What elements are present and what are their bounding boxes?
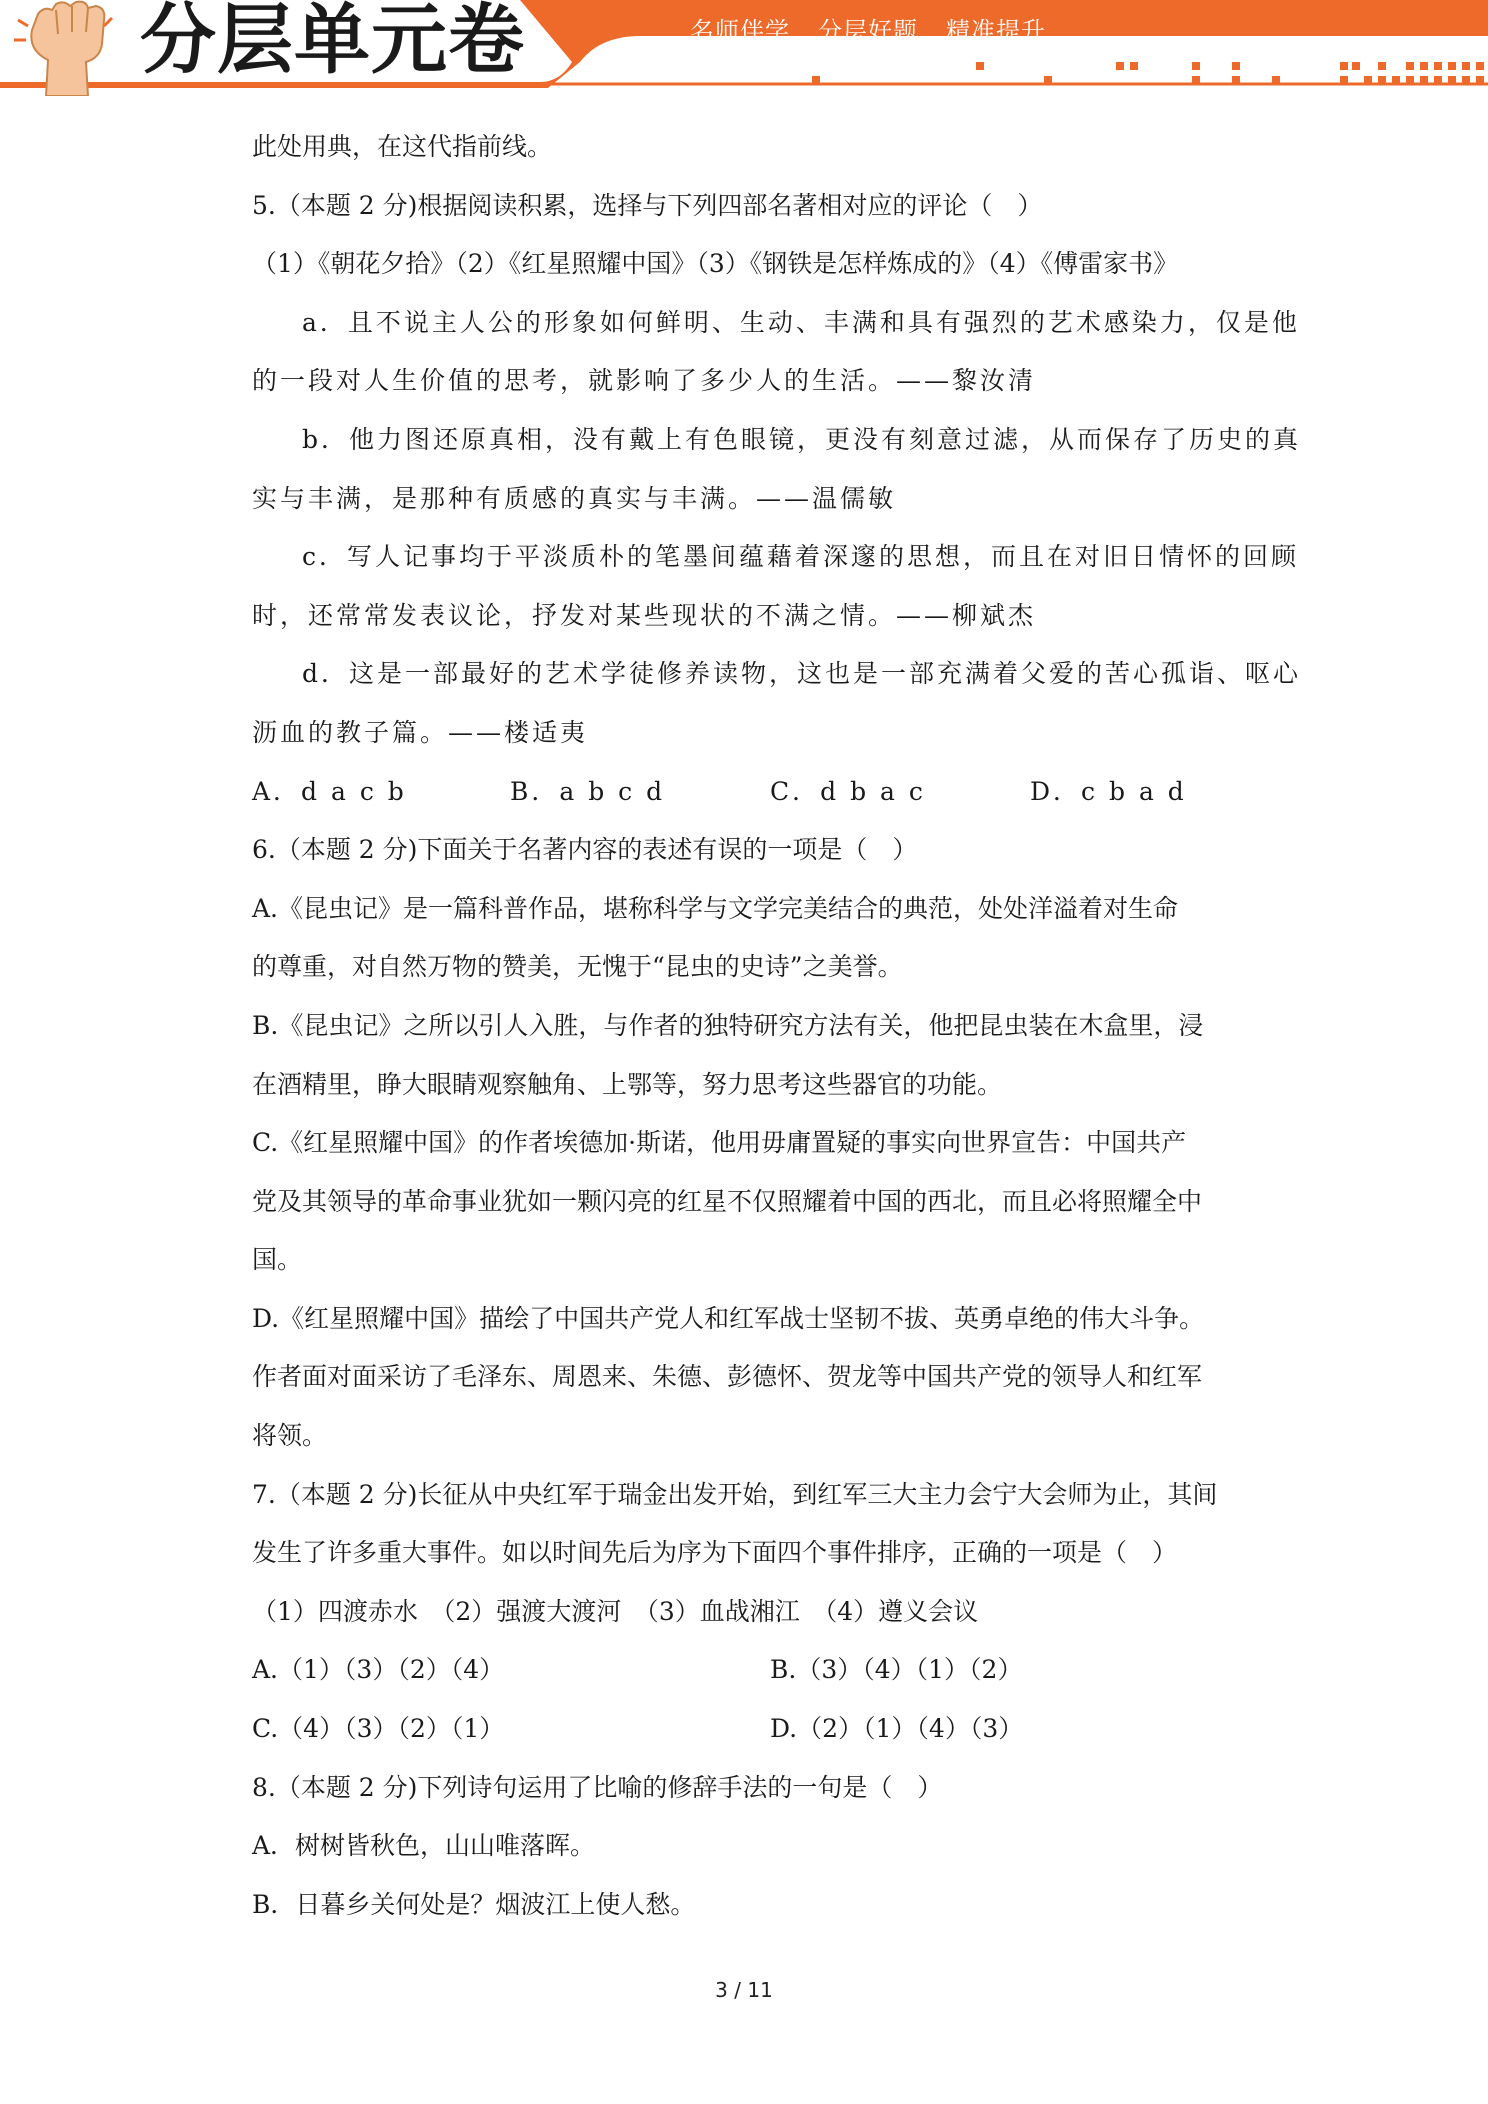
option-d-line-1[interactable]: D.《红星照耀中国》描绘了中国共产党人和红军战士坚韧不拔、英勇卓绝的伟大斗争。 [252, 1303, 1205, 1333]
page-number: 3 / 11 [715, 1978, 773, 2002]
decor-dot [1352, 62, 1360, 70]
decor-dot [1406, 62, 1414, 70]
slogan-3: 精准提升 [946, 16, 1046, 45]
question-7-options-row-2 [252, 1700, 1242, 1759]
decor-dot [1392, 76, 1400, 84]
question-5-stem: 5.（本题 2 分)根据阅读积累，选择与下列四部名著相对应的评论（ ） [252, 190, 1043, 220]
decor-dot [1116, 62, 1124, 70]
option-c[interactable]: C．d b a c [770, 776, 926, 806]
option-c[interactable]: C.（4）（3）（2）（1） [252, 1714, 505, 1744]
decor-dot [1232, 76, 1240, 84]
decor-dot [1340, 76, 1348, 84]
decor-dot [1476, 76, 1484, 84]
comment-b-line-1: b．他力图还原真相，没有戴上有色眼镜，更没有刻意过滤，从而保存了历史的真 [302, 424, 1302, 454]
question-7-stem-line-1: 7.（本题 2 分)长征从中央红军于瑞金出发开始，到红军三大主力会宁大会师为止，其间 [252, 1479, 1218, 1509]
decor-dot [1272, 76, 1280, 84]
question-8-stem: 8.（本题 2 分)下列诗句运用了比喻的修辞手法的一句是（ ） [252, 1772, 943, 1802]
decor-dot [1462, 76, 1470, 84]
decor-dot [1378, 62, 1386, 70]
option-c-line-1[interactable]: C.《红星照耀中国》的作者埃德加·斯诺，他用毋庸置疑的事实向世界宣告：中国共产 [252, 1128, 1187, 1158]
decor-dot [1192, 76, 1200, 84]
decor-dot [1364, 76, 1372, 84]
comment-c-line-2: 时，还常常发表议论，抒发对某些现状的不满之情。——柳斌杰 [252, 600, 1037, 630]
option-a-line-2: 的尊重，对自然万物的赞美，无愧于“昆虫的史诗”之美誉。 [252, 952, 903, 982]
option-c-line-2: 党及其领导的革命事业犹如一颗闪亮的红星不仅照耀着中国的西北，而且必将照耀全中 [252, 1186, 1203, 1216]
option-c-line-3: 国。 [252, 1245, 303, 1275]
decor-dot [1420, 76, 1428, 84]
question-5-books: （1）《朝花夕拾》（2）《红星照耀中国》（3）《钢铁是怎样炼成的》（4）《傅雷家书》 [252, 249, 1179, 279]
comment-a-line-1: a．且不说主人公的形象如何鲜明、生动、丰满和具有强烈的艺术感染力，仅是他 [302, 307, 1300, 337]
option-d[interactable]: D.（2）（1）（4）（3） [770, 1714, 1024, 1744]
page-header [0, 0, 1488, 100]
comment-d-line-1: d．这是一部最好的艺术学徒修养读物，这也是一部充满着父爱的苦心孤诣、呕心 [302, 659, 1302, 689]
decor-dot [1434, 62, 1442, 70]
decor-dot [812, 76, 820, 84]
text-line: 此处用典，在这代指前线。 [252, 132, 553, 161]
decor-dot [1448, 76, 1456, 84]
comment-c-line-1: c．写人记事均于平淡质朴的笔墨间蕴藉着深邃的思想，而且在对旧日情怀的回顾 [302, 542, 1300, 572]
option-a[interactable]: A．树树皆秋色，山山唯落晖。 [252, 1831, 596, 1861]
decor-dot [1044, 76, 1052, 84]
comment-b-line-2: 实与丰满，是那种有质感的真实与丰满。——温儒敏 [252, 483, 897, 513]
comment-d-line-2: 沥血的教子篇。——楼适夷 [252, 717, 589, 747]
decor-dot [1420, 62, 1428, 70]
decor-dot [1406, 76, 1414, 84]
slogan-bar [690, 10, 1046, 46]
question-6-stem: 6.（本题 2 分)下面关于名著内容的表述有误的一项是（ ） [252, 835, 918, 865]
option-b-line-1[interactable]: B.《昆虫记》之所以引人入胜，与作者的独特研究方法有关，他把昆虫装在木盒里，浸 [252, 1010, 1204, 1040]
decor-dot [1378, 76, 1386, 84]
option-a-line-1[interactable]: A.《昆虫记》是一篇科普作品，堪称科学与文学完美结合的典范，处处洋溢着对生命 [252, 893, 1179, 923]
slogan-2: 分层好题 [818, 16, 918, 45]
brand-title: 分层单元卷 [140, 0, 525, 84]
question-7-stem-line-2: 发生了许多重大事件。如以时间先后为序为下面四个事件排序，正确的一项是（ ） [252, 1538, 1178, 1568]
decor-dot [1462, 62, 1470, 70]
question-5-options [252, 763, 1242, 822]
decor-dot [1434, 76, 1442, 84]
decor-dot [1130, 62, 1138, 70]
slogan-1: 名师伴学 [690, 16, 790, 45]
option-d-line-2: 作者面对面采访了毛泽东、周恩来、朱德、彭德怀、贺龙等中国共产党的领导人和红军 [252, 1362, 1203, 1392]
option-b[interactable]: B.（3）（4）（1）（2） [770, 1655, 1023, 1685]
option-b-line-2: 在酒精里，睁大眼睛观察触角、上鄂等，努力思考这些器官的功能。 [252, 1069, 1003, 1099]
option-a[interactable]: A.（1）（3）（2）（4） [252, 1655, 505, 1685]
exam-content [252, 118, 1302, 1934]
decor-dot [1192, 62, 1200, 70]
option-b[interactable]: B．a b c d [510, 776, 666, 806]
raised-fist-icon [8, 0, 128, 96]
option-b[interactable]: B．日暮乡关何处是？烟波江上使人愁。 [252, 1889, 696, 1919]
decor-dot [1476, 62, 1484, 70]
option-a[interactable]: A．d a c b [252, 776, 407, 806]
decor-dot [1340, 62, 1348, 70]
decor-dot [1448, 62, 1456, 70]
option-d-line-3: 将领。 [252, 1421, 328, 1451]
decor-dot [976, 62, 984, 70]
question-7-options-row-1 [252, 1641, 1242, 1700]
question-7-events: （1）四渡赤水 （2）强渡大渡河 （3）血战湘江 （4）遵义会议 [252, 1596, 979, 1626]
decor-dot [1232, 62, 1240, 70]
option-d[interactable]: D．c b a d [1030, 776, 1187, 806]
comment-a-line-2: 的一段对人生价值的思考，就影响了多少人的生活。——黎汝清 [252, 366, 1037, 396]
